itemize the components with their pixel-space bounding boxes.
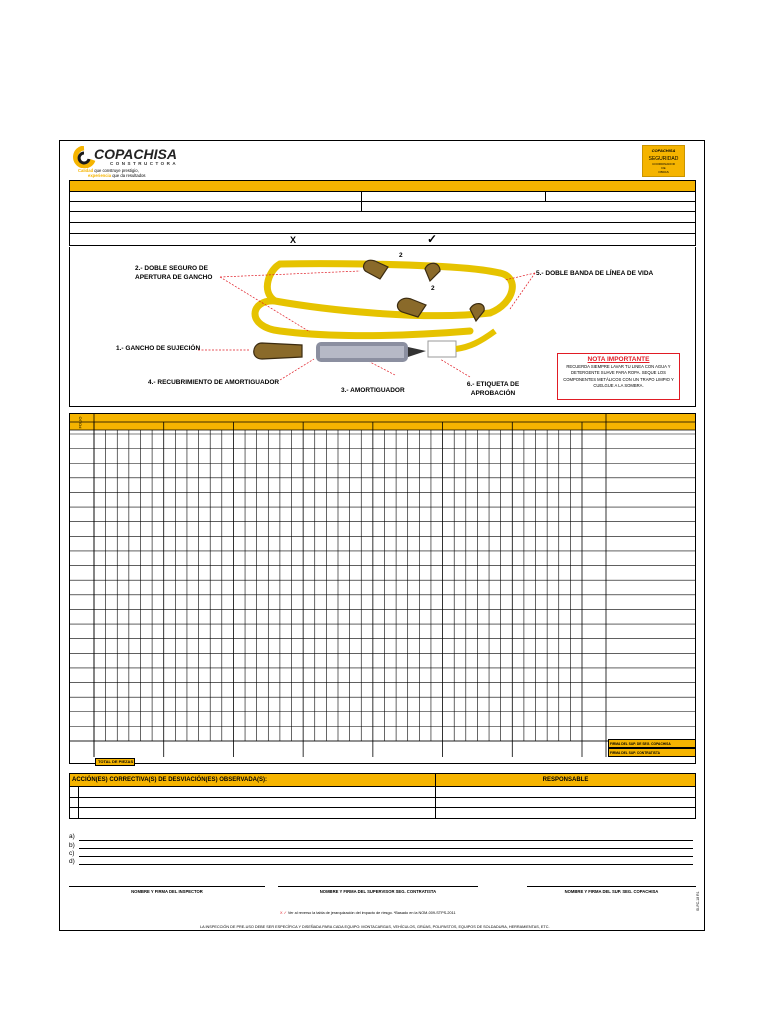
badge-line3: OBRAS xyxy=(658,170,669,174)
grid-side-label: FOLIO xyxy=(77,416,83,429)
diagram-label-5: 5.- DOBLE BANDA DE LÍNEA DE VIDA xyxy=(536,270,654,277)
diagram-label-2: 2.- DOBLE SEGURO DE APERTURA DE GANCHO xyxy=(135,265,213,281)
badge-title: SEGURIDAD xyxy=(648,156,679,162)
diagram-label-6: 6.- ETIQUETA DE APROBACIÓN xyxy=(466,381,520,397)
title-bar xyxy=(69,180,696,192)
observations xyxy=(69,831,696,871)
nota-text: RECUERDA SIEMPRE LAVAR TU LINEA CON AGUA Y DETERGENTE SUAVE PARA ROPA. SEQUE LOS COMPONENTES METÁLICOS CON UN TRAPO LIMPIO Y CUELGUE A LA SOMBRA. xyxy=(563,364,674,388)
footer-bottom: LA INSPECCIÓN DE PRE-USO DEBE SER ESPECÍFICA Y DISEÑADA PARA CADA EQUIPO: MONTACARGAS, VEHÍCULOS, GRÚAS, POLIPASTOS, EQUIPOS DE SOLDADURA, HERRAMIENTAS, ETC. xyxy=(200,925,550,929)
info-rows xyxy=(69,192,696,246)
obs-c-label: c) xyxy=(69,850,75,857)
footer-code: SI-FC-18 R1 xyxy=(696,891,700,911)
signature-inspector-label: NOMBRE Y FIRMA DEL INSPECTOR xyxy=(131,889,203,894)
responsable-label: RESPONSABLE xyxy=(542,777,589,783)
obs-d-line[interactable] xyxy=(79,864,693,865)
obs-a-label: a) xyxy=(69,833,75,840)
lanyard-diagram xyxy=(69,247,696,407)
diagram-label-4: 4.- RECUBRIMIENTO DE AMORTIGUADOR xyxy=(148,379,280,386)
legend-bad-mark: X xyxy=(290,235,297,245)
signature-contratista xyxy=(278,886,478,894)
info-row-2 xyxy=(70,202,695,212)
slogan-b-text: que da resultados xyxy=(111,173,146,178)
signature-contratista-label: NOMBRE Y FIRMA DEL SUPERVISOR SEG. CONTRATISTA xyxy=(319,889,437,894)
company-subtitle: CONSTRUCTORA xyxy=(110,161,179,166)
info-row-3 xyxy=(70,212,695,223)
diagram-num-2a: 2 xyxy=(399,252,403,259)
signature-copachisa xyxy=(527,886,696,894)
badge-line2: DE xyxy=(661,166,666,170)
signature-inspector xyxy=(69,886,265,894)
footer-note-marks: X ✓ xyxy=(280,911,287,915)
company-name: COPACHISA xyxy=(94,146,177,162)
sign-label-contratista: FIRMA DEL SUP. CONTRATISTA xyxy=(608,748,696,757)
slogan-a-prefix: Calidad xyxy=(78,168,94,173)
slogan-b-prefix: experiencia xyxy=(88,173,112,178)
badge-logo: COPACHISA xyxy=(651,148,676,153)
obs-b-label: b) xyxy=(69,842,75,849)
slogan-b xyxy=(88,173,146,178)
footer-note-text: Ver al reverso la tabla de jerarquización del impacto de riesgo. *Basado en la NOM-009-STPS-2011 xyxy=(287,911,456,915)
sign-label-copachisa: FIRMA DEL SUP. DE SEG. COPACHISA xyxy=(608,739,696,748)
form-page xyxy=(59,140,705,931)
diagram-label-3: 3.- AMORTIGUADOR xyxy=(341,387,405,394)
footer-note xyxy=(280,910,456,915)
info-row-1 xyxy=(70,192,695,202)
company-logo xyxy=(72,144,192,178)
slogan-a-text: que construye prestigio, xyxy=(93,168,139,173)
obs-a-line[interactable] xyxy=(79,840,693,841)
logo-mark-icon xyxy=(72,146,96,168)
seguridad-badge xyxy=(642,145,685,177)
obs-c-line[interactable] xyxy=(79,856,693,857)
signature-copachisa-label: NOMBRE Y FIRMA DEL SUP. SEG. COPACHISA xyxy=(564,889,659,894)
actions-table xyxy=(69,773,696,819)
obs-d-label: d) xyxy=(69,858,75,865)
diagram-label-1: 1.- GANCHO DE SUJECIÓN xyxy=(116,345,201,352)
inspection-grid xyxy=(69,413,696,764)
nota-title: NOTA IMPORTANTE xyxy=(587,356,650,363)
total-label: TOTAL DE PIEZAS xyxy=(95,758,135,766)
info-row-4 xyxy=(70,223,695,234)
badge-line1: COORDINADOR xyxy=(652,162,675,166)
obs-b-line[interactable] xyxy=(79,848,693,849)
approval-label xyxy=(428,341,456,357)
grid-lines xyxy=(70,414,697,765)
actions-title: ACCIÓN(ES) CORRECTIVA(S) DE DESVIACIÓN(ES) OBSERVADA(S): xyxy=(72,777,268,783)
nota-importante-box xyxy=(557,353,680,400)
legend-good-mark: ✓ xyxy=(427,232,438,246)
diagram-num-2b: 2 xyxy=(431,285,435,292)
